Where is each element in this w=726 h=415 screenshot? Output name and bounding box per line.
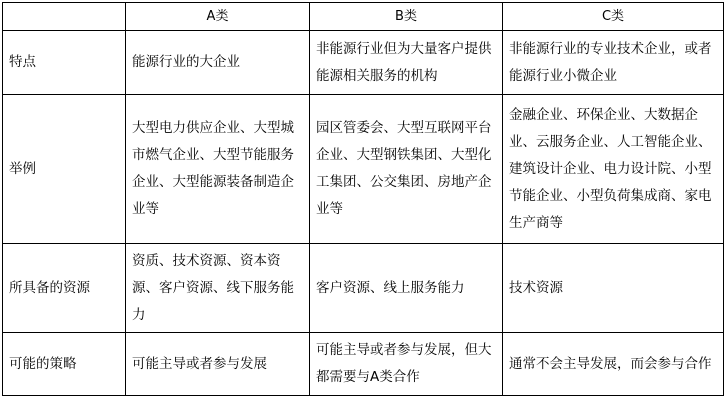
table-cell: 客户资源、线上服务能力 xyxy=(310,244,503,333)
table-cell: 可能主导或者参与发展 xyxy=(126,333,310,396)
table-row xyxy=(3,95,724,244)
header-cell-c: C类 xyxy=(503,3,724,31)
table-cell: 通常不会主导发展，而会参与合作 xyxy=(503,333,724,396)
header-cell-a: A类 xyxy=(126,3,310,31)
row-label: 可能的策略 xyxy=(3,333,126,396)
table-cell: 园区管委会、大型互联网平台企业、大型钢铁集团、大型化工集团、公交集团、房地产企业等 xyxy=(310,95,503,244)
header-cell-empty xyxy=(3,3,126,31)
header-row xyxy=(3,3,724,31)
table-cell: 可能主导或者参与发展，但大都需要与A类合作 xyxy=(310,333,503,396)
table-row xyxy=(3,333,724,396)
table-cell: 技术资源 xyxy=(503,244,724,333)
table-cell: 大型电力供应企业、大型城市燃气企业、大型节能服务企业、大型能源装备制造企业等 xyxy=(126,95,310,244)
comparison-table xyxy=(2,2,724,396)
table-row xyxy=(3,31,724,95)
row-label: 所具备的资源 xyxy=(3,244,126,333)
table-cell: 能源行业的大企业 xyxy=(126,31,310,95)
table-cell: 金融企业、环保企业、大数据企业、云服务企业、人工智能企业、建筑设计企业、电力设计院、小型节能企业、小型负荷集成商、家电生产商等 xyxy=(503,95,724,244)
row-label: 举例 xyxy=(3,95,126,244)
table-cell: 资质、技术资源、资本资源、客户资源、线下服务能力 xyxy=(126,244,310,333)
table-cell: 非能源行业但为大量客户提供能源相关服务的机构 xyxy=(310,31,503,95)
header-cell-b: B类 xyxy=(310,3,503,31)
table-row xyxy=(3,244,724,333)
table-cell: 非能源行业的专业技术企业，或者能源行业小微企业 xyxy=(503,31,724,95)
row-label: 特点 xyxy=(3,31,126,95)
